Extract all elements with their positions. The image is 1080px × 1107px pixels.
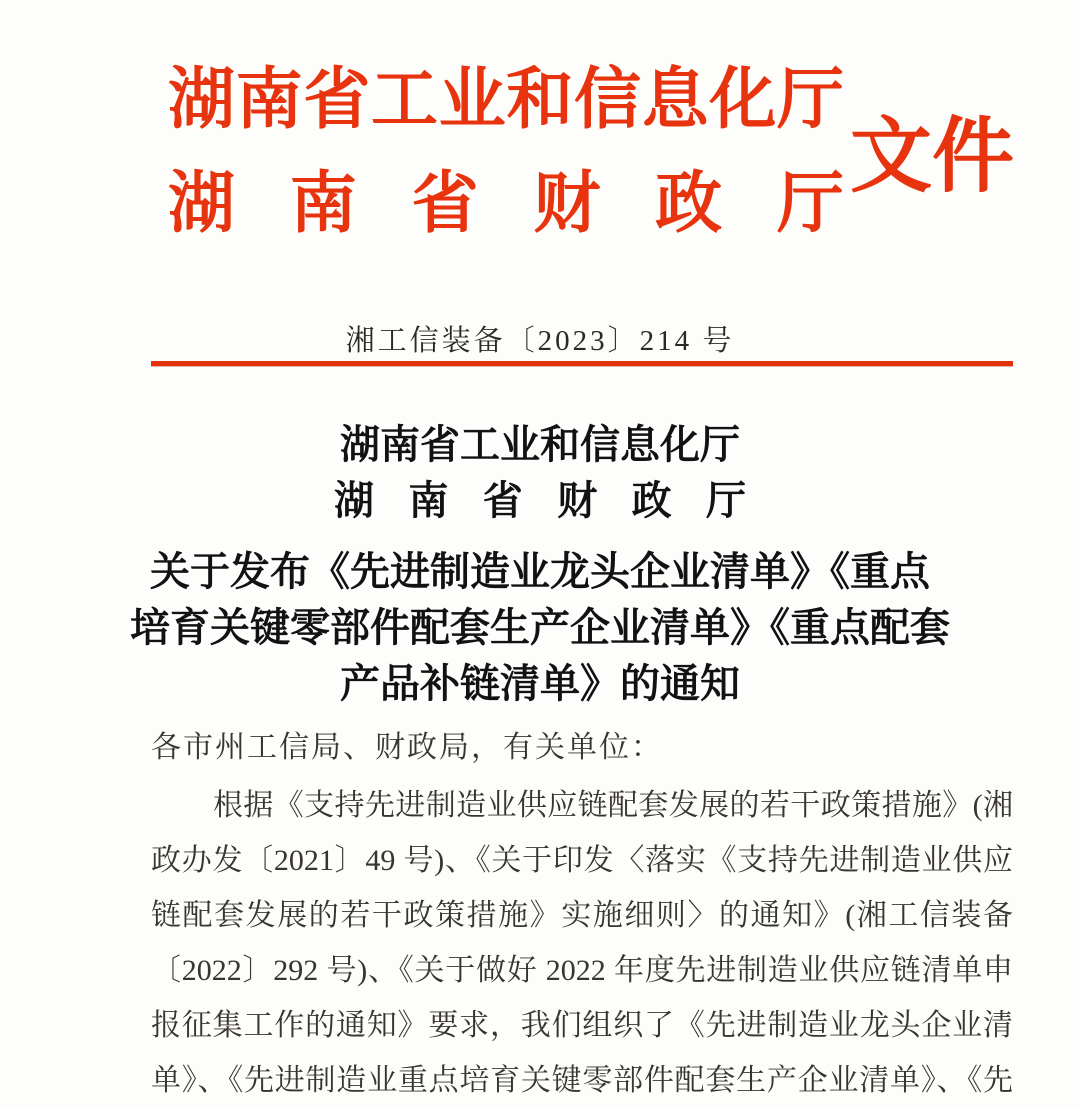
salutation-line: 各市州工信局、财政局，有关单位： (151, 731, 663, 764)
body-paragraph-line-1: 根据《支持先进制造业供应链配套发展的若干政策措施》(湘 (213, 789, 1013, 822)
red-letterhead (168, 48, 1014, 256)
title-line-agency-1: 湖南省工业和信息化厅 (340, 422, 740, 467)
agency-name-industry-it-dept: 湖南省工业和信息化厅 (168, 63, 844, 137)
issuing-agencies (168, 48, 844, 256)
document-title (0, 417, 1080, 712)
red-divider-rule (151, 361, 1013, 366)
body-paragraph-line-4: 〔2022〕292 号)、《关于做好 2022 年度先进制造业供应链清单申 (151, 954, 1013, 987)
document-body (151, 722, 1013, 1107)
body-paragraph-line-5: 报征集工作的通知》要求，我们组织了《先进制造业龙头企业清 (151, 1009, 1013, 1042)
body-paragraph-line-2: 政办发〔2021〕49 号)、《关于印发〈落实《支持先进制造业供应 (151, 844, 1013, 877)
document-reference-number: 湘工信装备〔2023〕214 号 (345, 325, 735, 357)
body-paragraph (151, 778, 1013, 1107)
document-type-label: 文件 (849, 111, 1014, 202)
title-line-subject-2: 培育关键零部件配套生产企业清单》《重点配套 (130, 605, 950, 650)
title-line-agency-2-text: 湖南省财政厅 (334, 478, 746, 523)
agency-name-finance-dept: 湖南省财政厅 (168, 167, 844, 241)
title-line-subject-1: 关于发布《先进制造业龙头企业清单》《重点 (150, 549, 930, 594)
title-line-agency-2 (0, 473, 1080, 544)
body-paragraph-line-3: 链配套发展的若干政策措施》实施细则〉的通知》(湘工信装备 (151, 899, 1013, 932)
body-paragraph-line-6: 单》、《先进制造业重点培育关键零部件配套生产企业清单》、《先 (151, 1064, 1013, 1097)
title-line-subject-3: 产品补链清单》的通知 (340, 661, 740, 706)
